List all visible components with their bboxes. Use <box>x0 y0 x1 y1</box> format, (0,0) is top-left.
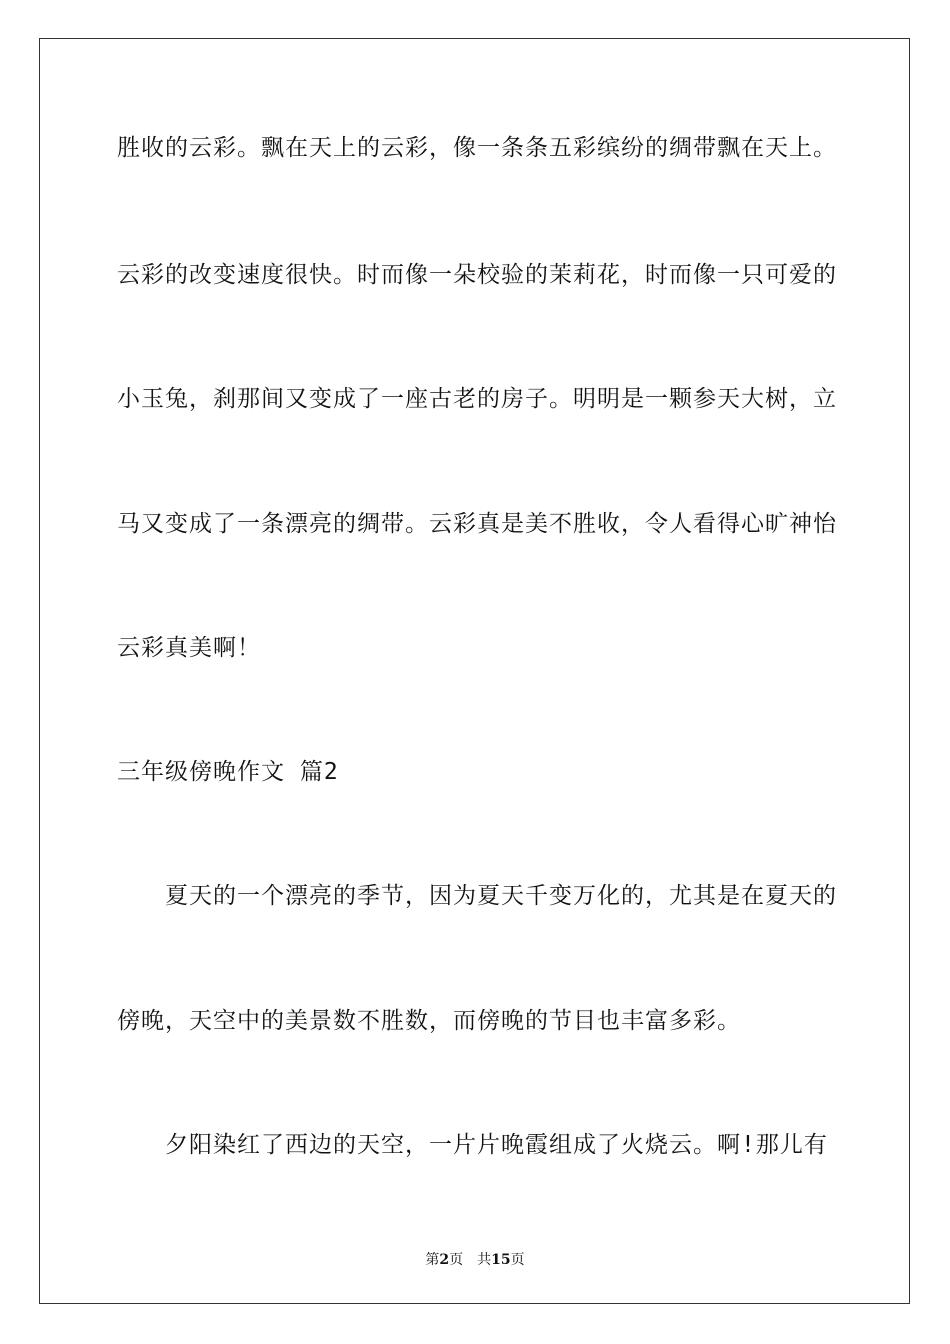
footer-page-current: 2 <box>439 1252 450 1268</box>
footer-page-unit: 页 <box>449 1252 464 1268</box>
footer-total-unit: 页 <box>510 1252 525 1268</box>
body-text-line: 夕阳染红了西边的天空，一片片晚霞组成了火烧云。啊!那儿有 <box>165 1132 828 1158</box>
body-text-line: 夏天的一个漂亮的季节，因为夏天千变万化的，尤其是在夏天的 <box>165 883 837 909</box>
footer-page-prefix: 第 <box>425 1252 440 1268</box>
body-text-line: 云彩的改变速度很快。时而像一朵校验的茉莉花，时而像一只可爱的 <box>117 262 837 288</box>
footer-page-total: 15 <box>491 1252 511 1268</box>
body-text-line: 小玉兔，刹那间又变成了一座古老的房子。明明是一颗参天大树，立 <box>117 386 837 412</box>
body-text-line: 马又变成了一条漂亮的绸带。云彩真是美不胜收，令人看得心旷神怡 <box>117 511 837 537</box>
body-text-line: 胜收的云彩。飘在天上的云彩，像一条条五彩缤纷的绸带飘在天上。 <box>117 135 837 161</box>
footer-total-prefix: 共 <box>477 1252 492 1268</box>
page-footer <box>0 1249 950 1269</box>
body-text-line: 傍晚，天空中的美景数不胜数，而傍晚的节目也丰富多彩。 <box>117 1008 741 1034</box>
section-heading: 三年级傍晚作文 篇2 <box>117 759 339 785</box>
page-border <box>39 38 910 1304</box>
body-text-line: 云彩真美啊！ <box>117 635 261 661</box>
